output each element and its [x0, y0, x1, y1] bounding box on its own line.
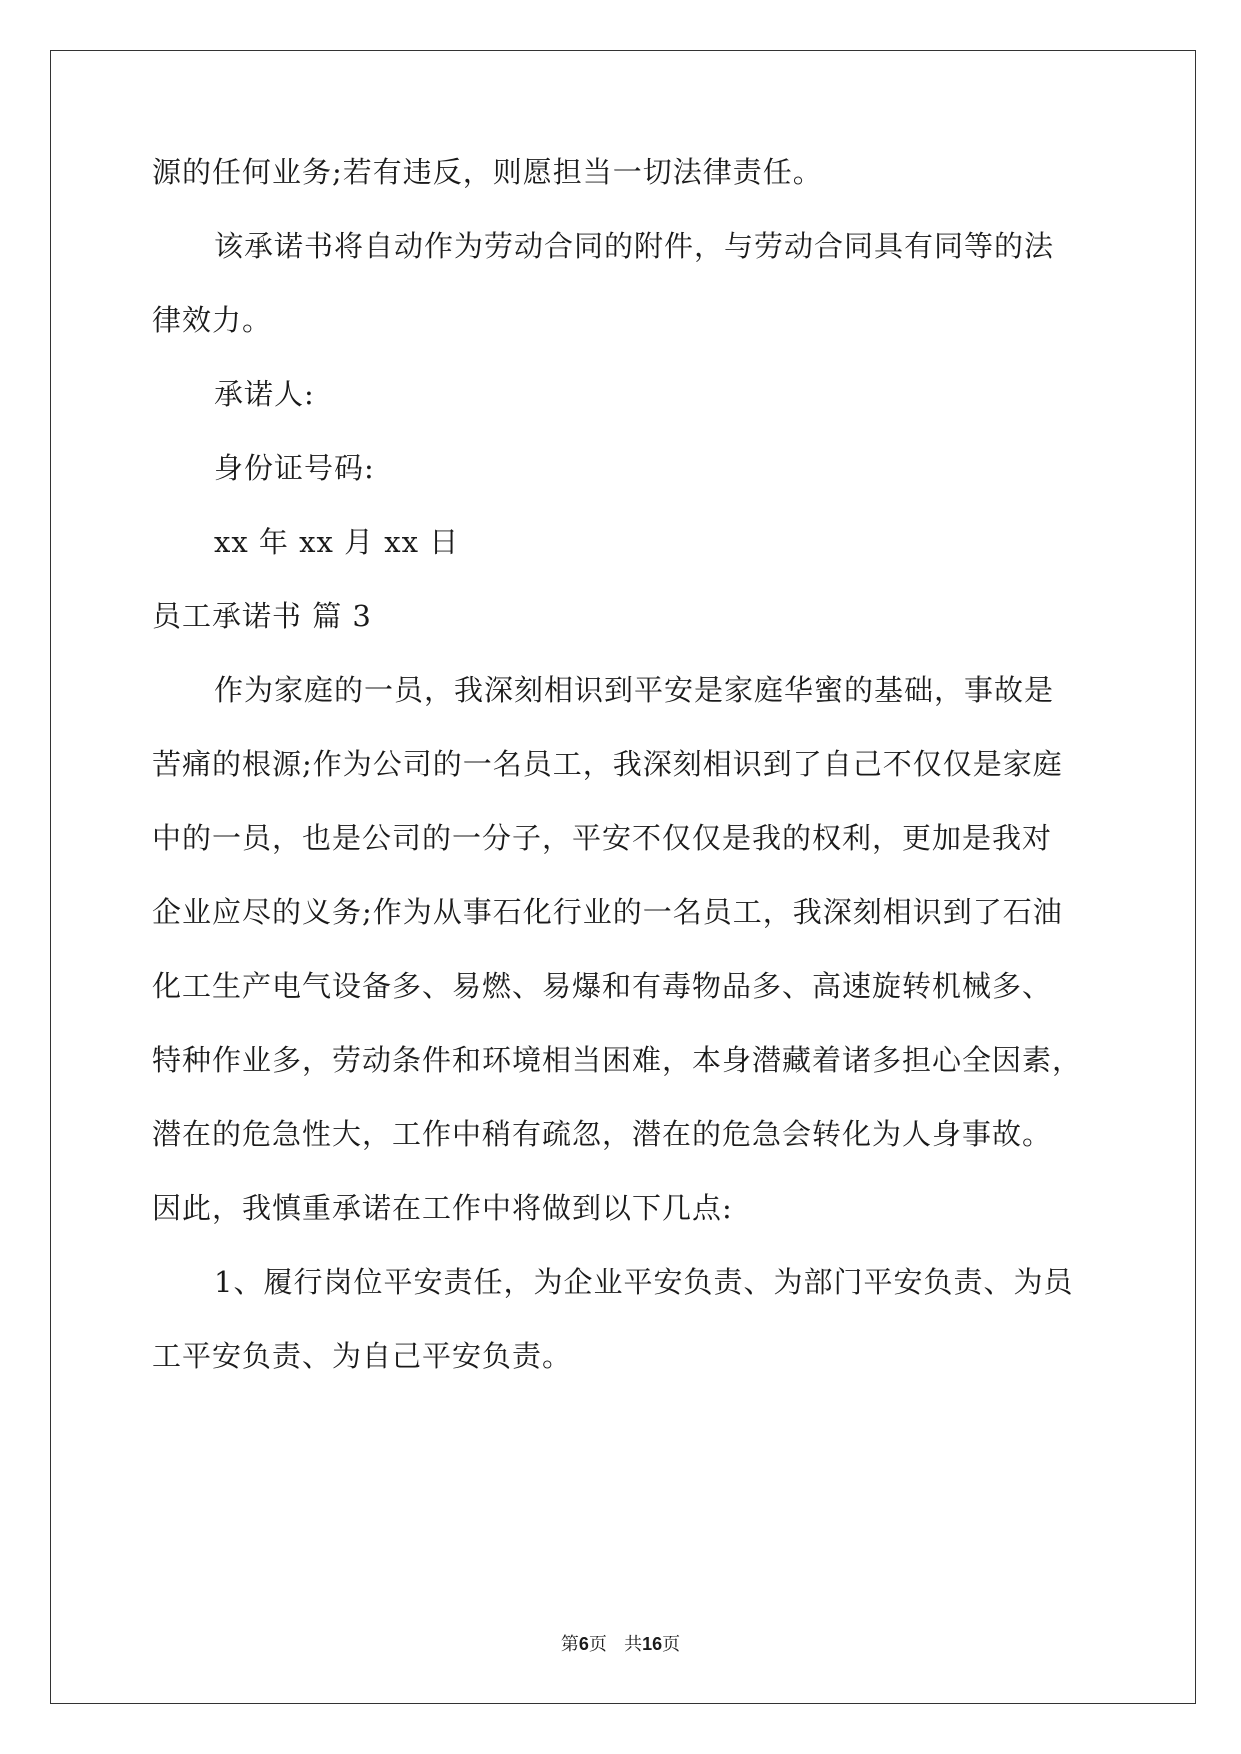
- current-page-number: 6: [578, 1634, 589, 1654]
- text-line: 因此，我慎重承诺在工作中将做到以下几点:: [152, 1191, 733, 1225]
- text-line: 化工生产电气设备多、易燃、易爆和有毒物品多、高速旋转机械多、: [152, 969, 1053, 1003]
- signer-label: 承诺人:: [214, 377, 315, 411]
- text-line: 律效力。: [152, 303, 273, 337]
- section-heading: 员工承诺书 篇 3: [152, 599, 372, 633]
- footer-mid: 页 共: [588, 1634, 643, 1655]
- text-line: 源的任何业务;若有违反，则愿担当一切法律责任。: [152, 155, 823, 189]
- text-line: 该承诺书将自动作为劳动合同的附件，与劳动合同具有同等的法: [214, 229, 1055, 263]
- text-line: 作为家庭的一员，我深刻相识到平安是家庭华蜜的基础，事故是: [214, 673, 1055, 707]
- text-line: 苦痛的根源;作为公司的一名员工，我深刻相识到了自己不仅仅是家庭: [152, 747, 1063, 781]
- footer-prefix: 第: [560, 1634, 579, 1655]
- text-line: 特种作业多，劳动条件和环境相当困难，本身潜藏着诸多担心全因素，: [152, 1043, 1083, 1077]
- text-line: 工平安负责、为自己平安负责。: [152, 1339, 573, 1373]
- text-line: 潜在的危急性大，工作中稍有疏忽，潜在的危急会转化为人身事故。: [152, 1117, 1053, 1151]
- page-footer: [0, 1632, 1241, 1657]
- footer-suffix: 页: [662, 1634, 681, 1655]
- list-item-1: 1、履行岗位平安责任，为企业平安负责、为部门平安负责、为员: [214, 1265, 1074, 1299]
- page-border: [50, 50, 1196, 1704]
- id-number-label: 身份证号码:: [214, 451, 375, 485]
- text-line: 中的一员，也是公司的一分子，平安不仅仅是我的权利，更加是我对: [152, 821, 1053, 855]
- text-line: 企业应尽的义务;作为从事石化行业的一名员工，我深刻相识到了石油: [152, 895, 1063, 929]
- date-line: xx 年 xx 月 xx 日: [214, 525, 460, 559]
- total-pages-number: 16: [642, 1634, 663, 1654]
